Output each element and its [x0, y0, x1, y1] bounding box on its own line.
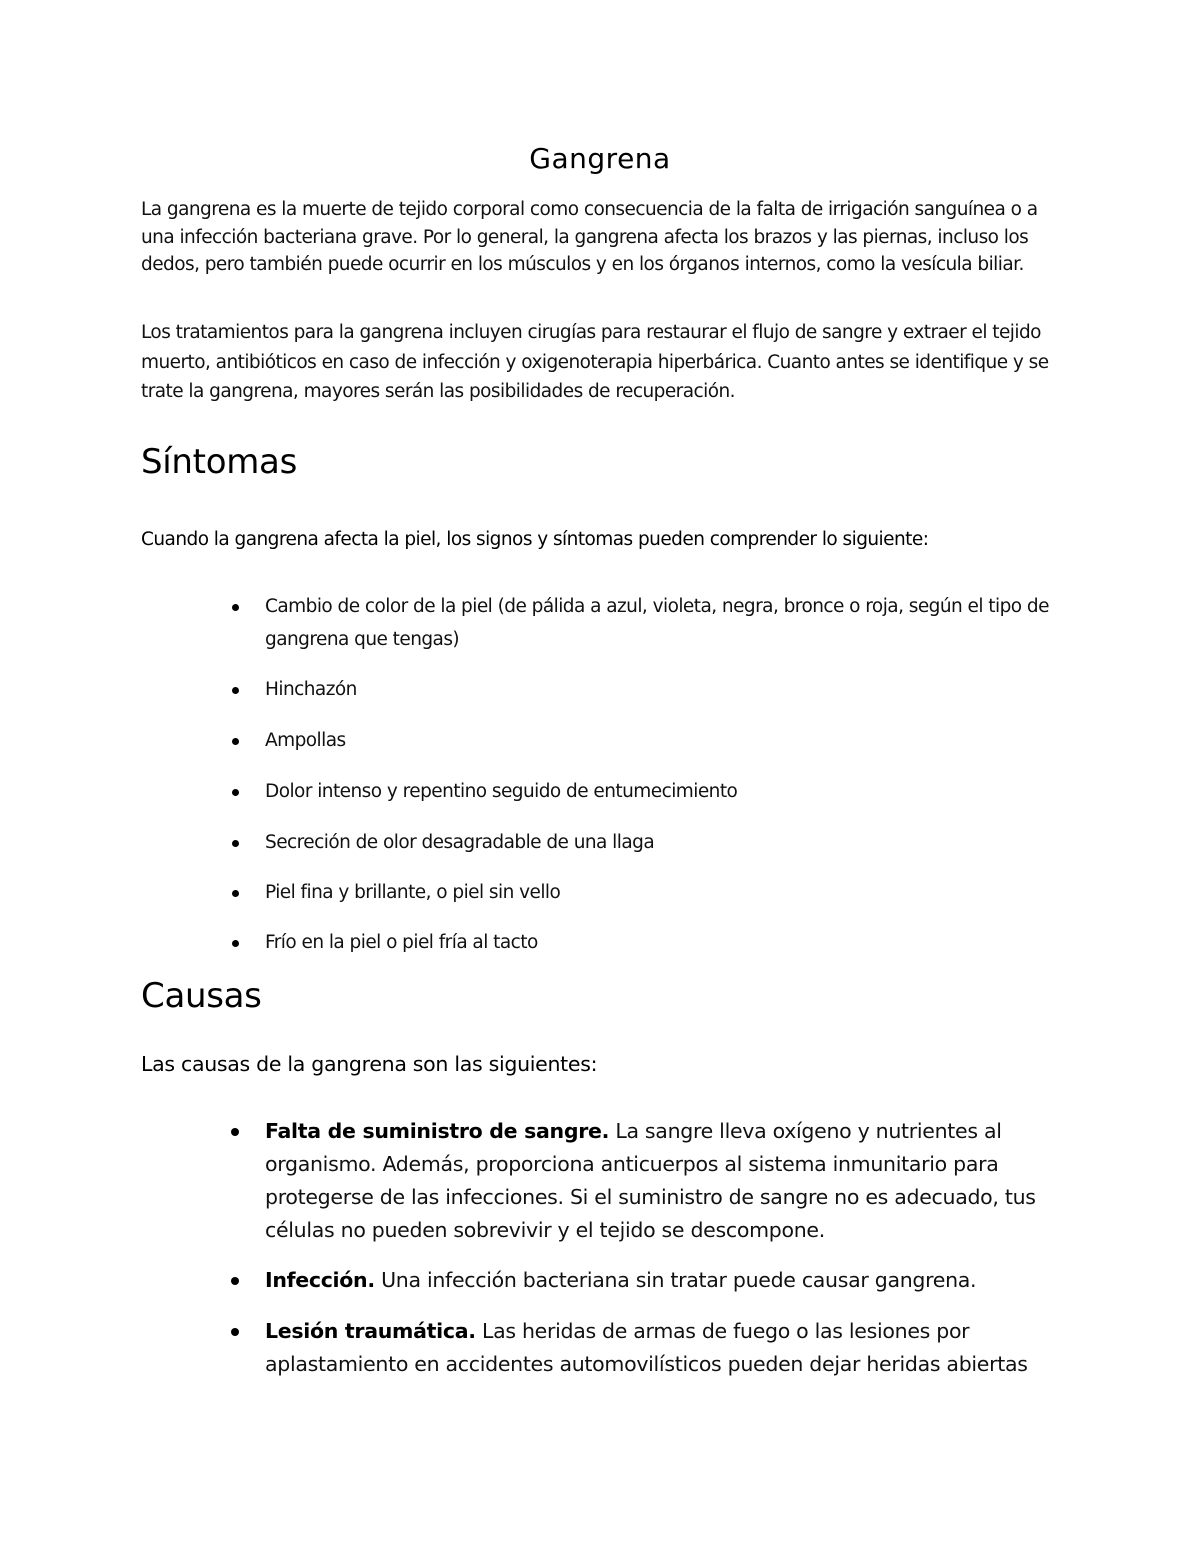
list-item-text: Secreción de olor desagradable de una llaga	[265, 832, 655, 853]
intro-paragraph-2: Los tratamientos para la gangrena incluyen cirugías para restaurar el flujo de sangre y extraer el tejido muerto, antibióticos en caso de infección y oxigenoterapia hiperbárica. Cuanto antes se identifique y se trate la gangrena, mayores serán las posibilidades de recuperación.	[141, 322, 1049, 402]
bullet-icon	[230, 927, 240, 960]
bullet-icon	[230, 1264, 240, 1297]
sintomas-intro: Cuando la gangrena afecta la piel, los signos y síntomas pueden comprender lo siguiente:	[141, 529, 929, 550]
bullet-icon	[230, 1115, 240, 1148]
causas-intro: Las causas de la gangrena son las siguientes:	[141, 1052, 598, 1076]
list-item-text: Dolor intenso y repentino seguido de entumecimiento	[265, 781, 738, 802]
list-item	[265, 725, 1065, 758]
cause-term: Lesión traumática.	[265, 1319, 476, 1343]
cause-text: Una infección bacteriana sin tratar puede causar gangrena.	[381, 1268, 977, 1292]
document-title: Gangrena	[529, 142, 671, 175]
list-item-text: Cambio de color de la piel (de pálida a azul, violeta, negra, bronce o roja, según el tipo de gangrena que tengas)	[265, 596, 1049, 650]
sintomas-heading: Síntomas	[141, 442, 297, 482]
list-item-text: Ampollas	[265, 730, 346, 751]
bullet-icon	[230, 674, 240, 707]
cause-term: Falta de suministro de sangre.	[265, 1119, 610, 1143]
causas-heading: Causas	[141, 976, 262, 1016]
bullet-icon	[230, 725, 240, 758]
bullet-icon	[230, 776, 240, 809]
list-item	[265, 1264, 1065, 1297]
list-item	[265, 927, 1065, 960]
bullet-icon	[230, 1315, 240, 1348]
cause-term: Infección.	[265, 1268, 375, 1292]
bullet-icon	[230, 877, 240, 910]
list-item	[265, 1315, 1065, 1381]
list-item-text: Hinchazón	[265, 679, 357, 700]
intro-paragraph-1: La gangrena es la muerte de tejido corporal como consecuencia de la falta de irrigación sanguínea o a una infección bacteriana grave. Por lo general, la gangrena afecta los brazos y las piernas, incluso los dedos, pero también puede ocurrir en los músculos y en los órganos internos, como la vesícula biliar.	[141, 199, 1038, 276]
cause-text: La sangre lleva oxígeno y nutrientes al organismo. Además, proporciona anticuerpos al sistema inmunitario para protegerse de las infecciones. Si el suministro de sangre no es adecuado, tus células no pueden sobrevivir y el tejido se descompone.	[265, 1119, 1036, 1242]
list-item-text: Piel fina y brillante, o piel sin vello	[265, 882, 561, 903]
bullet-icon	[230, 591, 240, 624]
bullet-icon	[230, 827, 240, 860]
list-item	[265, 591, 1065, 656]
list-item	[265, 877, 1065, 910]
list-item	[265, 674, 1065, 707]
list-item-text: Frío en la piel o piel fría al tacto	[265, 932, 538, 953]
list-item	[265, 776, 1065, 809]
cause-text: Las heridas de armas de fuego o las lesiones por aplastamiento en accidentes automovilísticos pueden dejar heridas abiertas	[265, 1319, 1028, 1376]
list-item	[265, 827, 1065, 860]
list-item	[265, 1115, 1065, 1247]
